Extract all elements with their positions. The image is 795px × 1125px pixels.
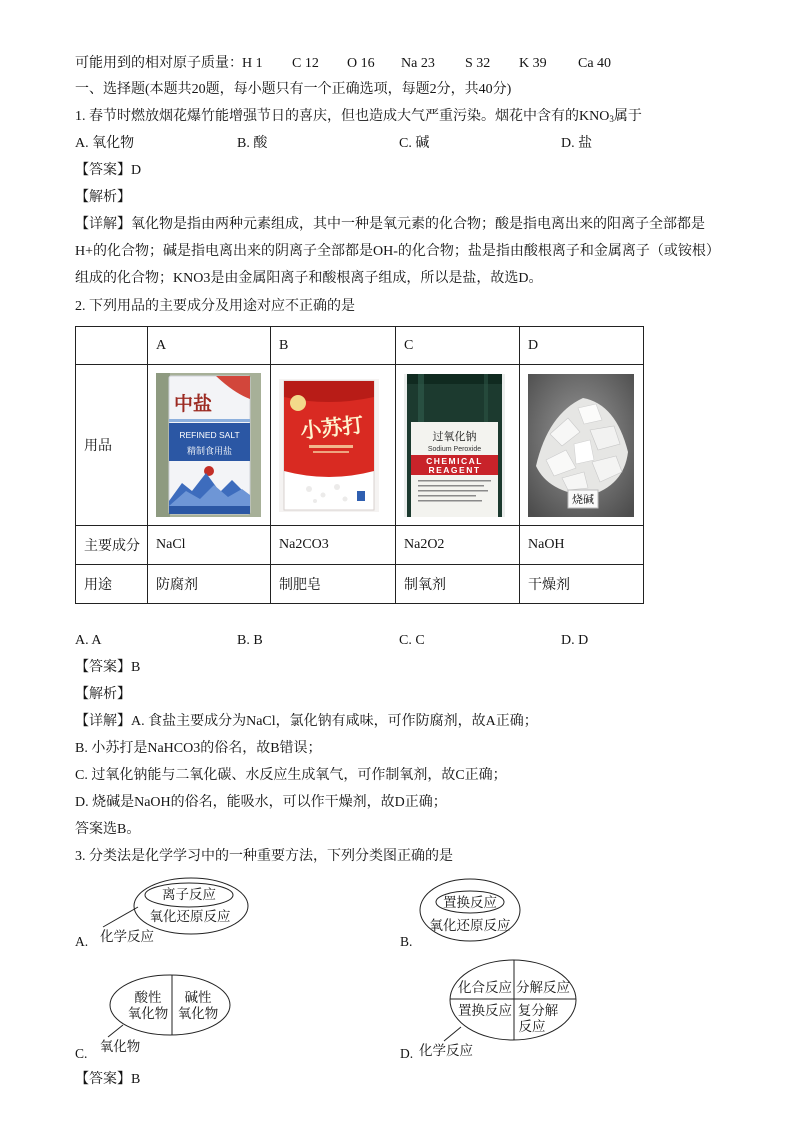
q1-options (75, 130, 723, 157)
table-use-label: 用途 (76, 565, 148, 604)
table-corner-cell (76, 327, 148, 365)
q1-explanation-line: 【详解】氧化物是指由两种元素组成，其中一种是氧元素的化合物；酸是指电离出来的阳离子全部都是 (75, 217, 705, 232)
q3-stem: 3. 分类法是化学学习中的一种重要方法，下列分类图正确的是 (75, 849, 453, 864)
diagram-d-bottom-left-text: 置换反应 (458, 1003, 512, 1018)
atomic-mass-o: O 16 (347, 56, 375, 71)
q1-option-d: D. 盐 (561, 136, 593, 151)
reagent-band-bottom: REAGENT (428, 464, 481, 475)
diagram-d-top-left-text: 化合反应 (458, 980, 512, 995)
diagram-d-pointer-line (444, 1027, 461, 1041)
table-use-b: 制肥皂 (271, 565, 396, 604)
peroxide-name-cn: 过氧化钠 (432, 430, 477, 443)
diagram-b-label: B. (400, 934, 413, 949)
q2-items-table (75, 326, 644, 604)
q1-stem (75, 103, 642, 130)
caustic-soda-photo (528, 374, 634, 517)
salt-product-name: 精制食用盐 (186, 446, 233, 456)
q2-explanation-line: 答案选B。 (75, 822, 141, 837)
q1-option-b: B. 酸 (237, 136, 268, 151)
atomic-mass-c: C 12 (292, 56, 319, 71)
table-header-d: D (520, 327, 644, 365)
peroxide-name-en: Sodium Peroxide (427, 445, 482, 453)
diagram-b-inner-text: 置换反应 (443, 895, 497, 910)
table-use-row (76, 565, 644, 604)
table-component-a: NaCl (148, 526, 271, 565)
diagram-c (75, 975, 230, 1061)
table-component-label: 主要成分 (76, 526, 148, 565)
table-image-cell-d (520, 365, 644, 526)
diagram-b-outer-text: 氧化还原反应 (429, 918, 511, 933)
table-component-row (76, 526, 644, 565)
diagram-a-outer-text: 化学反应 (100, 929, 154, 944)
table-header-c: C (396, 327, 520, 365)
diagram-c-pointer-line (108, 1025, 123, 1037)
q2-analysis-label: 【解析】 (75, 687, 131, 702)
diagram-c-left-text: 酸性 (134, 990, 162, 1005)
q2-explanation-line: B. 小苏打是NaHCO3的俗名，故B错误； (75, 741, 322, 756)
diagram-a (75, 878, 248, 949)
table-use-c: 制氧剂 (396, 565, 520, 604)
classification-diagrams (0, 865, 795, 1065)
diagram-d (400, 960, 576, 1061)
q2-answer: 【答案】B (75, 660, 141, 675)
atomic-mass-ca: Ca 40 (578, 56, 612, 71)
q1-explanation-line: H+的化合物；碱是指电离出来的阴离子全部都是OH-的化合物；盐是指由酸根离子和金属离子（或铵根） (75, 244, 720, 259)
q2-stem: 2. 下列用品的主要成分及用途对应不正确的是 (75, 299, 355, 314)
q1-stem-subscript: 3 (609, 114, 614, 124)
sodium-peroxide-photo (404, 374, 505, 517)
atomic-mass-h: H 1 (242, 56, 263, 71)
table-image-cell-b (271, 365, 396, 526)
q1-explanation-line: 组成的化合物；KNO3是由金属阳离子和酸根离子组成，所以是盐，故选D。 (75, 271, 543, 286)
table-component-c: Na2O2 (396, 526, 520, 565)
diagram-a-other-text: 氧化还原反应 (149, 909, 231, 924)
q1-answer: 【答案】D (75, 163, 142, 178)
table-item-row (76, 365, 644, 526)
q2-explanation-line: 【详解】A. 食盐主要成分为NaCl，氯化钠有咸味，可作防腐剂，故A正确； (75, 714, 538, 729)
q2-explanation-line: C. 过氧化钠能与二氧化碳、水反应生成氧气，可作制氧剂，故C正确； (75, 768, 507, 783)
q1-stem-tail: 属于 (613, 109, 642, 124)
q2-options (75, 627, 723, 654)
salt-brand-logo: 中盐 (174, 394, 213, 415)
refined-salt-photo (156, 373, 261, 517)
diagram-c-outer-text: 氧化物 (99, 1039, 141, 1054)
atomic-mass-label: 可能用到的相对原子质量： (75, 56, 243, 71)
atomic-mass-s: S 32 (465, 56, 491, 71)
atomic-mass-line (75, 50, 618, 77)
table-use-d: 干燥剂 (520, 565, 644, 604)
table-header-b: B (271, 327, 396, 365)
diagram-a-inner-text: 离子反应 (162, 887, 216, 902)
baking-soda-photo (279, 379, 379, 512)
baking-soda-name: 小苏打 (299, 412, 365, 443)
diagram-d-label: D. (400, 1046, 414, 1061)
atomic-mass-na: Na 23 (401, 56, 435, 71)
q2-option-c: C. C (399, 633, 425, 648)
atomic-mass-k: K 39 (519, 56, 547, 71)
diagram-d-bottom-right-text: 复分解 (517, 1003, 559, 1018)
section-title: 一、选择题(本题共20题，每小题只有一个正确选项，每题2分，共40分) (75, 82, 512, 97)
diagram-c-right-text: 氧化物 (177, 1006, 219, 1021)
diagram-d-top-right-text: 分解反应 (516, 980, 570, 995)
q1-stem-text: 1. 春节时燃放烟花爆竹能增强节日的喜庆，但也造成大气严重污染。烟花中含有的KNO (75, 109, 610, 124)
table-header-row (76, 327, 644, 365)
diagram-c-left-text: 氧化物 (127, 1006, 169, 1021)
diagram-c-label: C. (75, 1046, 88, 1061)
q2-explanation-line: D. 烧碱是NaOH的俗名，能吸水，可以作干燥剂，故D正确； (75, 795, 447, 810)
q2-option-a: A. A (75, 633, 102, 648)
diagram-a-pointer-line (103, 907, 138, 927)
diagram-b (400, 879, 520, 949)
q1-analysis-label: 【解析】 (75, 190, 131, 205)
table-component-b: Na2CO3 (271, 526, 396, 565)
diagram-d-ellipse (450, 960, 576, 1040)
caustic-soda-label: 烧碱 (572, 493, 594, 506)
q1-option-c: C. 碱 (399, 136, 430, 151)
q2-option-d: D. D (561, 633, 589, 648)
diagram-a-label: A. (75, 934, 89, 949)
diagram-c-right-text: 碱性 (184, 990, 212, 1005)
table-image-cell-a (148, 365, 271, 526)
table-image-cell-c (396, 365, 520, 526)
table-header-a: A (148, 327, 271, 365)
diagram-c-ellipse (110, 975, 230, 1035)
diagram-d-bottom-right-text: 反应 (518, 1019, 546, 1034)
salt-band-text: REFINED SALT (179, 430, 240, 440)
table-use-a: 防腐剂 (148, 565, 271, 604)
q1-option-a: A. 氧化物 (75, 136, 135, 151)
reagent-band-top: CHEMICAL (426, 455, 483, 466)
table-item-label: 用品 (76, 365, 148, 526)
table-component-d: NaOH (520, 526, 644, 565)
diagram-d-outer-text: 化学反应 (419, 1043, 473, 1058)
q3-answer: 【答案】B (75, 1072, 141, 1087)
q2-option-b: B. B (237, 633, 263, 648)
